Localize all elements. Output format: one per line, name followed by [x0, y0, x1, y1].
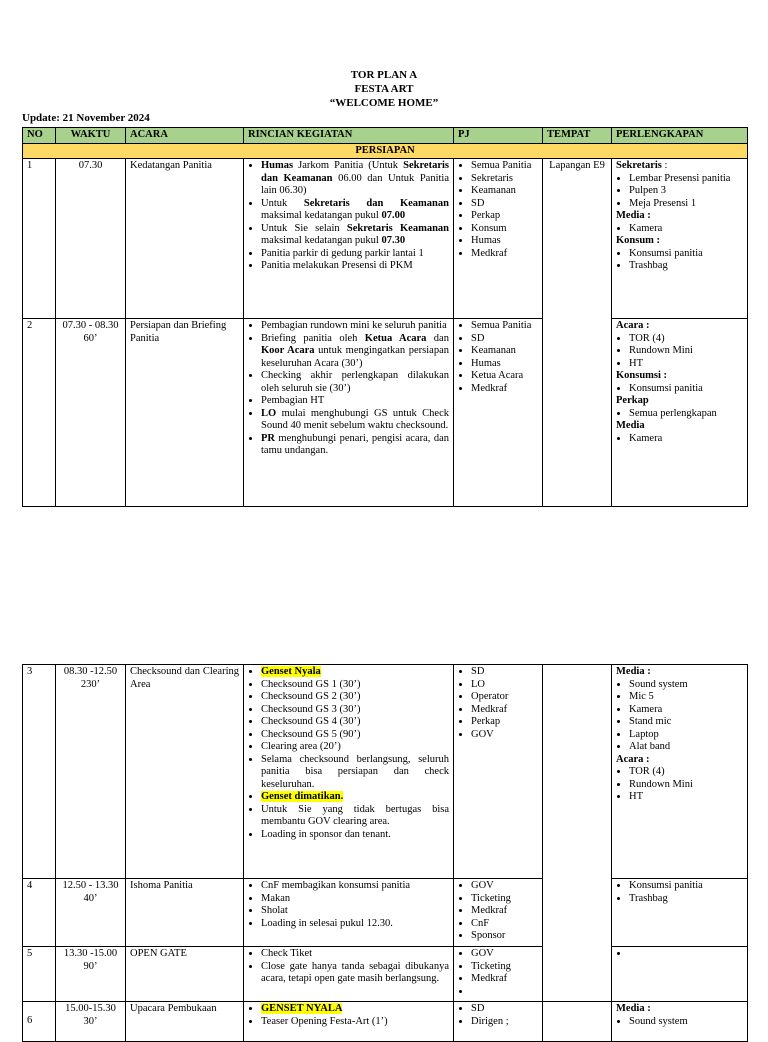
list-item: • LO mulai menghubungi GS untuk Check Sound 40 menit sebelum waktu checksound.: [261, 408, 449, 433]
list-item: • Sound system: [629, 679, 743, 692]
list-item: • Loading in sponsor dan tenant.: [261, 829, 449, 842]
list-item: • Sound system: [629, 1016, 743, 1029]
list-item: • Clearing area (20’): [261, 741, 449, 754]
list-item: • Panitia melakukan Presensi di PKM: [261, 260, 449, 273]
list-item: • Perkap: [471, 716, 538, 729]
list-item: • Checksound GS 4 (30’): [261, 716, 449, 729]
list-item: • Keamanan: [471, 185, 538, 198]
row-no: 6: [23, 1002, 56, 1042]
doc-title-line2: FESTA ART: [354, 83, 414, 95]
list-item: • Untuk Sie selain Sekretaris Keamanan maksimal kedatangan pukul 07.30: [261, 223, 449, 248]
list-item: • Ticketing: [471, 961, 538, 974]
section-persiapan: PERSIAPAN: [23, 143, 748, 159]
list-item: • Operator: [471, 691, 538, 704]
list-item: • Sekretaris: [471, 173, 538, 186]
row-acara: Checksound dan Clearing Area: [126, 665, 244, 879]
row-perlengkapan: Sekretaris : • Lembar Presensi panitia • Pulpen 3 • Meja Presensi 1 Media : • Kamera Konsum : • Konsumsi panitia • Trashbag: [612, 159, 748, 319]
list-item: • Sponsor: [471, 930, 538, 943]
list-item: • Humas: [471, 358, 538, 371]
list-item: • Alat band: [629, 741, 743, 754]
col-header-no: NO: [23, 128, 56, 144]
list-item: • Kamera: [629, 223, 743, 236]
row-no: 5: [23, 947, 56, 1002]
list-item: • Medkraf: [471, 248, 538, 261]
update-date: Update: 21 November 2024: [22, 112, 150, 124]
schedule-table-page2: [22, 664, 748, 1042]
list-item: • Medkraf: [471, 383, 538, 396]
row-rincian: [244, 319, 454, 507]
table-row: [23, 665, 748, 879]
row-perlengkapan: Acara : • TOR (4) • Rundown Mini • HT Konsumsi : • Konsumsi panitia Perkap • Semua perlengkapan Media • Kamera: [612, 319, 748, 507]
list-item: • Untuk Sie yang tidak bertugas bisa membantu GOV clearing area.: [261, 804, 449, 829]
list-item: • Konsumsi panitia: [629, 383, 743, 396]
list-item: • HT: [629, 358, 743, 371]
row-tempat: Lapangan E9: [543, 159, 612, 507]
list-item: • CnF: [471, 918, 538, 931]
list-item: • Laptop: [629, 729, 743, 742]
list-item: • CnF membagikan konsumsi panitia: [261, 880, 449, 893]
section-row: [23, 143, 748, 159]
table-row: [23, 319, 748, 507]
row-waktu: 08.30 -12.50 230’: [56, 665, 126, 879]
list-item: • Untuk Sekretaris dan Keamanan maksimal kedatangan pukul 07.00: [261, 198, 449, 223]
row-pj: [454, 947, 543, 1002]
list-item: • Humas Jarkom Panitia (Untuk Sekretaris dan Keamanan 06.00 dan Untuk Panitia lain 06.30): [261, 160, 449, 198]
row-pj: [454, 665, 543, 879]
list-item: • SD: [471, 666, 538, 679]
col-header-rincian: RINCIAN KEGIATAN: [244, 128, 454, 144]
list-item: • Checksound GS 1 (30’): [261, 679, 449, 692]
list-item: • Semua Panitia: [471, 320, 538, 333]
list-item: • Close gate hanya tanda sebagai dibukanya acara, tetapi open gate masih berlangsung.: [261, 961, 449, 986]
doc-title-line3: “WELCOME HOME”: [329, 97, 439, 109]
list-item: • Rundown Mini: [629, 779, 743, 792]
list-item: • TOR (4): [629, 333, 743, 346]
list-item: • Ketua Acara: [471, 370, 538, 383]
list-item: • Panitia parkir di gedung parkir lantai 1: [261, 248, 449, 261]
row-rincian: [244, 665, 454, 879]
row-pj: [454, 1002, 543, 1042]
list-item: • Checksound GS 5 (90’): [261, 729, 449, 742]
list-item: • Kamera: [629, 704, 743, 717]
row-rincian: [244, 159, 454, 319]
table-row: [23, 1002, 748, 1042]
list-item: • Sholat: [261, 905, 449, 918]
schedule-table-page1: [22, 127, 748, 507]
list-item: • Mic 5: [629, 691, 743, 704]
list-item: • GOV: [471, 729, 538, 742]
list-item: [471, 986, 538, 999]
list-item: • Stand mic: [629, 716, 743, 729]
list-item: • Konsum: [471, 223, 538, 236]
list-item: • Makan: [261, 893, 449, 906]
row-acara: Ishoma Panitia: [126, 879, 244, 947]
row-rincian: [244, 947, 454, 1002]
list-item: • Checking akhir perlengkapan dilakukan oleh seluruh sie (30’): [261, 370, 449, 395]
list-item: • Checksound GS 3 (30’): [261, 704, 449, 717]
list-item: • Check Tiket: [261, 948, 449, 961]
list-item: • Rundown Mini: [629, 345, 743, 358]
row-tempat: [543, 1002, 612, 1042]
list-item: • Briefing panitia oleh Ketua Acara dan Koor Acara untuk mengingatkan persiapan keseluruhan Acara (30’): [261, 333, 449, 371]
list-item: • Selama checksound berlangsung, seluruh panitia bisa persiapan dan check keseluruhan.: [261, 754, 449, 792]
list-item: • Lembar Presensi panitia: [629, 173, 743, 186]
row-acara: OPEN GATE: [126, 947, 244, 1002]
list-item: • PR menghubungi penari, pengisi acara, dan tamu undangan.: [261, 433, 449, 458]
row-waktu: 15.00-15.30 30’: [56, 1002, 126, 1042]
col-header-acara: ACARA: [126, 128, 244, 144]
row-pj: [454, 319, 543, 507]
list-item: • Teaser Opening Festa-Art (1’): [261, 1016, 449, 1029]
list-item: • Meja Presensi 1: [629, 198, 743, 211]
list-item: • TOR (4): [629, 766, 743, 779]
list-item: • Genset Nyala: [261, 666, 449, 679]
row-acara: Upacara Pembukaan: [126, 1002, 244, 1042]
row-acara: Persiapan dan Briefing Panitia: [126, 319, 244, 507]
list-item: • Pembagian HT: [261, 395, 449, 408]
list-item: • SD: [471, 333, 538, 346]
list-item: • Semua perlengkapan: [629, 408, 743, 421]
row-waktu: 12.50 - 13.30 40’: [56, 879, 126, 947]
list-item: • Kamera: [629, 433, 743, 446]
list-item: • Perkap: [471, 210, 538, 223]
list-item: • Medkraf: [471, 973, 538, 986]
list-item: • SD: [471, 198, 538, 211]
row-waktu: 07.30: [56, 159, 126, 319]
table-row: [23, 879, 748, 947]
row-no: 2: [23, 319, 56, 507]
list-item: • LO: [471, 679, 538, 692]
col-header-pj: PJ: [454, 128, 543, 144]
list-item: • Trashbag: [629, 260, 743, 273]
row-perlengkapan: [612, 879, 748, 947]
doc-title-line1: TOR PLAN A: [350, 69, 418, 81]
list-item: [629, 948, 743, 961]
list-item: • Genset dimatikan.: [261, 791, 449, 804]
list-item: • GOV: [471, 948, 538, 961]
list-item: • Pulpen 3: [629, 185, 743, 198]
row-no: 3: [23, 665, 56, 879]
list-item: • GOV: [471, 880, 538, 893]
list-item: • Ticketing: [471, 893, 538, 906]
list-item: • Medkraf: [471, 704, 538, 717]
table-header-row: [23, 128, 748, 144]
list-item: • HT: [629, 791, 743, 804]
list-item: • Checksound GS 2 (30’): [261, 691, 449, 704]
row-perlengkapan: Media : • Sound system: [612, 1002, 748, 1042]
row-rincian: [244, 1002, 454, 1042]
list-item: • Keamanan: [471, 345, 538, 358]
col-header-perlengkapan: PERLENGKAPAN: [612, 128, 748, 144]
row-no: 1: [23, 159, 56, 319]
list-item: • Humas: [471, 235, 538, 248]
row-waktu: 07.30 - 08.30 60’: [56, 319, 126, 507]
list-item: • Konsumsi panitia: [629, 248, 743, 261]
row-pj: [454, 879, 543, 947]
list-item: • Pembagian rundown mini ke seluruh panitia: [261, 320, 449, 333]
row-no: 4: [23, 879, 56, 947]
list-item: • Medkraf: [471, 905, 538, 918]
table-row: [23, 947, 748, 1002]
row-rincian: [244, 879, 454, 947]
list-item: • GENSET NYALA: [261, 1003, 449, 1016]
list-item: • Dirigen ;: [471, 1016, 538, 1029]
list-item: • Semua Panitia: [471, 160, 538, 173]
row-tempat: [543, 665, 612, 1002]
row-waktu: 13.30 -15.00 90’: [56, 947, 126, 1002]
list-item: • Konsumsi panitia: [629, 880, 743, 893]
row-acara: Kedatangan Panitia: [126, 159, 244, 319]
col-header-waktu: WAKTU: [56, 128, 126, 144]
list-item: • Loading in selesai pukul 12.30.: [261, 918, 449, 931]
row-pj: [454, 159, 543, 319]
table-row: [23, 159, 748, 319]
row-perlengkapan: [612, 947, 748, 1002]
row-perlengkapan: Media : • Sound system • Mic 5 • Kamera • Stand mic • Laptop • Alat band Acara : • TOR (4) • Rundown Mini • HT: [612, 665, 748, 879]
list-item: • SD: [471, 1003, 538, 1016]
col-header-tempat: TEMPAT: [543, 128, 612, 144]
list-item: • Trashbag: [629, 893, 743, 906]
